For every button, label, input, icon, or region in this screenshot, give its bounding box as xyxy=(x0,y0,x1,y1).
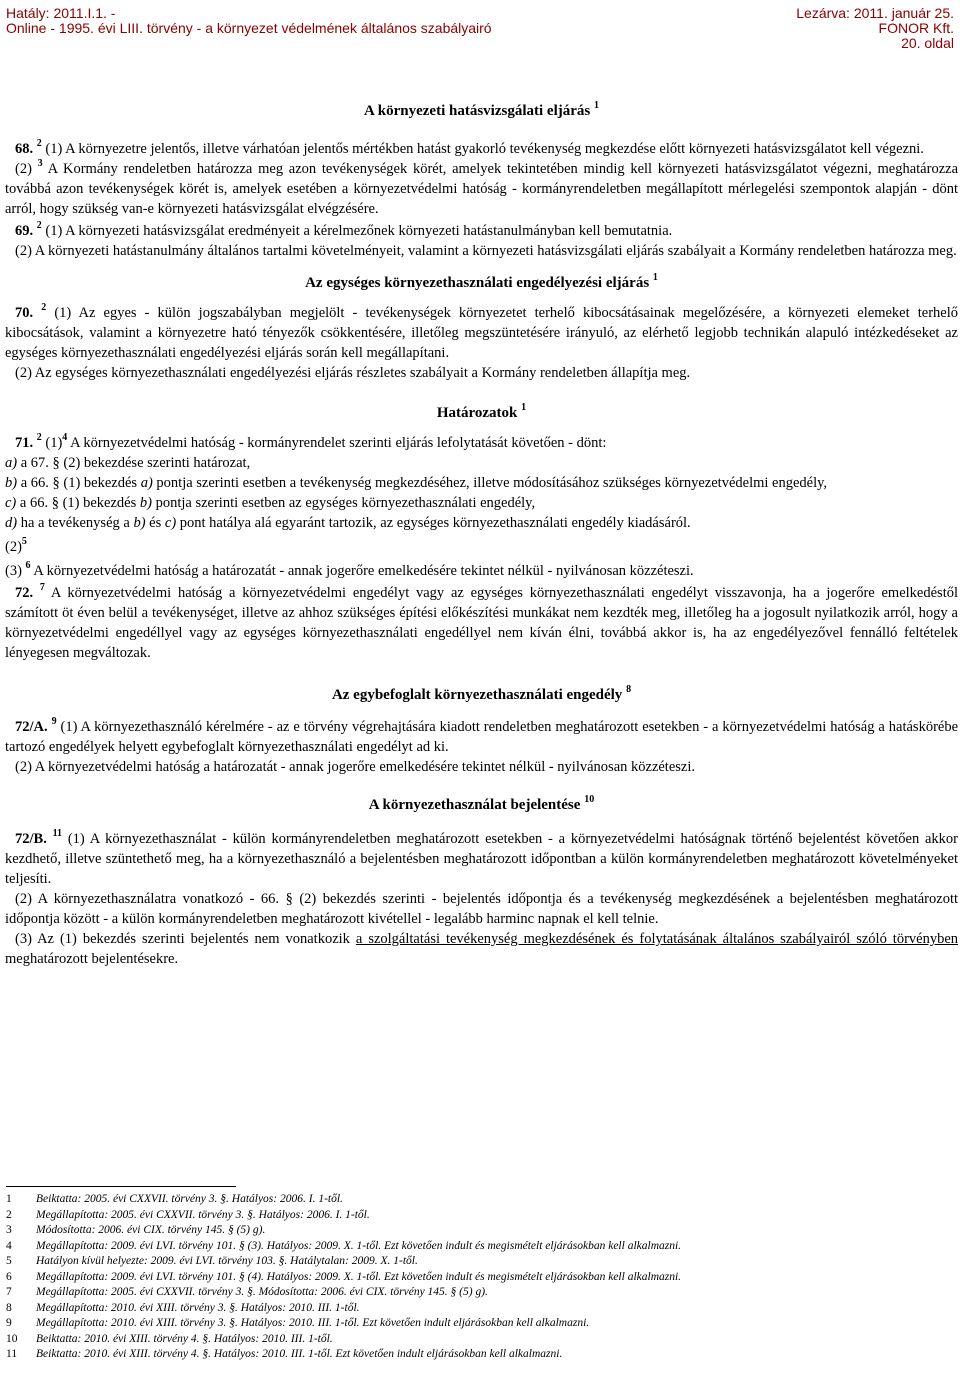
paragraph-71-3: (3) $^6$ A környezetvédelmi hatóság a határozatát - annak jogerőre emelkedésére tekintet nélkül - nyilvánosan közzéteszi. xyxy=(5,560,694,579)
footnote-item xyxy=(6,1270,956,1286)
header-validity: Hatály: 2011.I.1. - xyxy=(6,5,116,21)
footnote-text: Megállapította: 2010. évi XIII. törvény 3. §. Hatályos: 2010. III. 1-től. xyxy=(36,1301,360,1314)
footnote-item xyxy=(6,1347,956,1363)
footnote-item xyxy=(6,1254,956,1270)
footnote-number: 2 xyxy=(6,1208,12,1221)
page-header xyxy=(6,6,954,50)
footnote-ref[interactable]: 5 xyxy=(21,536,27,547)
footnote-ref[interactable]: 8 xyxy=(626,684,632,695)
footnote-ref[interactable]: 2 xyxy=(36,432,42,443)
paragraph-70: 70. $^2$ (1) Az egyes - külön jogszabályban megjelölt - tevékenységek környezetet terhelő kibocsátásainak megelőzésére, a környezeti elemeket terhelő kibocsátások, valamint a környezetre ható tényezők csökkentésére, illetőleg megszüntetésére irányuló, az elérhető legjobb technikán alapuló intézkedéseket az egységes környezethasználati engedélyezési eljárás során kell megállapítani. xyxy=(5,302,958,361)
footnote-text: Hatályon kívül helyezte: 2009. évi LVI. törvény 103. §. Hatálytalan: 2009. X. 1-től. xyxy=(36,1255,418,1267)
document-body xyxy=(5,99,958,969)
footnote-text: Módosította: 2006. évi CIX. törvény 145. § (5) g). xyxy=(36,1224,266,1236)
header-page-number: 20. oldal xyxy=(901,35,954,51)
paragraph-72b: 72/B. $^{11}$ (1) A környezethasználat - külön kormányrendeletben meghatározott esetekben - a környezetvédelmi hatóságnak történő bejelentést követően akkor kezdhető, illetve szüntethető meg, ha a környezethasználó a bejelentésben meghatározott időpontban a külön kormányrendeletben meghatározott követelményeket teljesíti. xyxy=(5,828,959,887)
paragraph-70-2: (2) Az egységes környezethasználati engedélyezési eljárás részletes szabályait a Kormány rendeletben állapítja meg. xyxy=(15,365,691,381)
header-right xyxy=(796,6,954,51)
paragraph-68: 68. $^2$ (1) A környezetre jelentős, illetve várhatóan jelentős mértékben hatást gyakorló tevékenység megkezdése előtt környezeti hatásvizsgálatot kell végezni. xyxy=(15,138,924,157)
footnote-number: 1 xyxy=(6,1193,12,1205)
header-left xyxy=(6,6,492,36)
footnote-ref[interactable]: 6 xyxy=(25,560,31,571)
header-publisher: FONOR Kft. xyxy=(878,20,954,36)
section-heading: Az egységes környezethasználati engedélyezési eljárás $^1$ xyxy=(305,272,658,291)
footnote-text: Megállapította: 2009. évi LVI. törvény 101. § (4). Hatályos: 2009. X. 1-től. Ezt követően indult és megismételt eljárásokban kell alkalmazni. xyxy=(36,1270,682,1283)
list-item-d: d) ha a tevékenység a b) és c) pont hatálya alá egyaránt tartozik, az egységes környezethasználati engedély kiadásáról. xyxy=(5,515,691,531)
footnote-number: 8 xyxy=(6,1301,12,1314)
section-heading: A környezeti hatásvizsgálati eljárás $^1$ xyxy=(364,100,599,119)
footnote-text: Beiktatta: 2010. évi XIII. törvény 4. §. Hatályos: 2010. III. 1-től. xyxy=(36,1332,333,1345)
footnote-number: 10 xyxy=(6,1332,18,1345)
footnote-number: 9 xyxy=(6,1317,12,1329)
header-closed-date: Lezárva: 2011. január 25. xyxy=(796,5,954,21)
footnote-text: Megállapította: 2009. évi LVI. törvény 101. § (3). Hatályos: 2009. X. 1-től. Ezt követően indult és megismételt eljárásokban kell alkalmazni. xyxy=(36,1239,682,1252)
paragraph-72: 72. $^7$ A környezetvédelmi hatóság a környezetvédelmi engedélyt vagy az egységes környezethasználati engedélyt visszavonja, ha a jogerőre emelkedéstől számított öt éven belül a tevékenységet, illetve az ahhoz szükséges építési előkészítési munkákat nem kezdték meg, illetőleg ha a jogosult nyilatkozik arról, hogy a környezetvédelmi engedéllyel vagy az egységes környezethasználati engedéllyel nem kíván élni, továbbá akkor is, ha az engedélyezővel fennálló feltételek lényegesen megváltozak. xyxy=(5,582,959,661)
footnote-ref[interactable]: 1 xyxy=(593,100,599,111)
footnote-text: Megállapította: 2005. évi CXXVII. törvény 3. §. Hatályos: 2006. I. 1-től. xyxy=(36,1208,370,1221)
footnote-ref[interactable]: 1 xyxy=(652,272,658,283)
paragraph-68-2: (2) $^3$ A Kormány rendeletben határozza meg azon tevékenységek körét, amelyek tekintetében mindig kell környezeti hatásvizsgálatot végezni, meghatározza továbbá azon tevékenységek körét is, amelyek esetében a környezetvédelmi hatóság - kormányrendeletben megállapított mérlegelési szempontok alapján - dönt arról, hogy szükség van-e környezeti hatásvizsgálat elvégzésére. xyxy=(5,158,959,217)
list-item-b: b) a 66. § (1) bekezdés a) pontja szerinti esetben a tevékenység megkezdéséhez, illetve módosításához szükséges környezetvédelmi engedély, xyxy=(5,475,828,491)
footnote-number: 7 xyxy=(6,1286,12,1298)
law-link[interactable]: a szolgáltatási tevékenység megkezdésének és folytatásának általános szabályairól szóló törvényben xyxy=(355,931,959,947)
footnote-item xyxy=(6,1223,956,1239)
paragraph-72a: 72/A. $^9$ (1) A környezethasználó kérelmére - az e törvény végrehajtására kiadott rendeletben meghatározott esetekben - a környezetvédelmi hatóság a hatáskörébe tartozó engedélyek helyett egybefoglalt környezethasználati engedélyt ad ki. xyxy=(5,716,959,755)
footnote-ref[interactable]: 9 xyxy=(51,716,57,727)
footnote-text: Beiktatta: 2010. évi XIII. törvény 4. §. Hatályos: 2010. III. 1-től. Ezt követően indult eljárásokban kell alkalmazni. xyxy=(36,1348,563,1360)
footnote-text: Megállapította: 2010. évi XIII. törvény 3. §. Hatályos: 2010. III. 1-től. Ezt követően indult eljárásokban kell alkalmazni. xyxy=(36,1317,590,1329)
header-law-title: Online - 1995. évi LIII. törvény - a környezet védelmének általános szabályairó xyxy=(6,20,492,36)
footnote-item xyxy=(6,1285,956,1301)
footnote-item xyxy=(6,1301,956,1317)
footnotes xyxy=(6,1192,956,1363)
paragraph-71-2: $(2)^5$ xyxy=(5,536,27,555)
footnote-item xyxy=(6,1208,956,1224)
paragraph-69: 69. $^2$ (1) A környezeti hatásvizsgálat eredményeit a kérelmezőnek környezeti hatástanulmányban kell bemutatnia. xyxy=(15,220,673,239)
footnote-text: Beiktatta: 2005. évi CXXVII. törvény 3. §. Hatályos: 2006. I. 1-től. xyxy=(36,1193,343,1205)
paragraph-71: 71. $^2$ $(1)^4$ A környezetvédelmi hatóság - kormányrendelet szerinti eljárás lefolytatását követően - dönt: xyxy=(15,432,607,451)
section-heading: Határozatok $^1$ xyxy=(436,402,527,421)
footnote-ref[interactable]: 7 xyxy=(39,582,45,593)
paragraph-72b-2: (2) A környezethasználatra vonatkozó - 66. § (2) bekezdés szerinti - bejelentés időpontja és a tevékenység megkezdésének a bejelentésben meghatározott időpontja között - a külön kormányrendeletben meghatározott kivétellel - legalább harminc napnak el kell telnie. xyxy=(5,891,958,927)
footnote-ref[interactable]: 4 xyxy=(62,432,68,443)
footnote-ref[interactable]: 2 xyxy=(36,220,42,231)
footnote-separator xyxy=(6,1186,236,1187)
footnote-number: 11 xyxy=(6,1348,18,1360)
section-heading: Az egybefoglalt környezethasználati engedély $^8$ xyxy=(331,684,632,703)
footnote-number: 3 xyxy=(6,1224,12,1236)
footnote-item xyxy=(6,1332,956,1348)
paragraph-69-2: (2) A környezeti hatástanulmány általános tartalmi követelményeit, valamint a környezeti hatásvizsgálati eljárás szabályait a Kormány rendeletben határozza meg. xyxy=(15,243,957,259)
footnote-item xyxy=(6,1192,956,1208)
footnote-number: 6 xyxy=(6,1270,12,1283)
footnote-ref[interactable]: 3 xyxy=(37,158,43,169)
footnote-text: Megállapította: 2005. évi CXXVII. törvény 3. §. Módosította: 2006. évi CIX. törvény 145. § (5) g). xyxy=(36,1286,488,1298)
list-item-a: a) a 67. § (2) bekezdése szerinti határozat, xyxy=(5,455,251,471)
paragraph-72a-2: (2) A környezetvédelmi hatóság a határozatát - annak jogerőre emelkedésére tekintet nélkül - nyilvánosan közzéteszi. xyxy=(15,759,696,775)
section-heading: A környezethasználat bejelentése $^{10}$ xyxy=(368,794,595,813)
footnote-ref[interactable]: 2 xyxy=(41,302,47,313)
footnote-number: 4 xyxy=(6,1239,12,1252)
footnote-ref[interactable]: 2 xyxy=(36,138,42,149)
footnote-ref[interactable]: 11 xyxy=(52,828,63,839)
paragraph-72b-3: (3) Az (1) bekezdés szerinti bejelentés nem vonatkozik a szolgáltatási tevékenység megkezdésének és folytatásának általános szabályairól szóló törvényben meghatározott bejelentésekre. xyxy=(5,931,959,967)
footnote-item xyxy=(6,1316,956,1332)
footnote-item xyxy=(6,1239,956,1255)
footnote-number: 5 xyxy=(6,1255,12,1267)
footnote-ref[interactable]: 1 xyxy=(521,402,527,413)
footnote-ref[interactable]: 10 xyxy=(584,794,595,805)
list-item-c: c) a 66. § (1) bekezdés b) pontja szerinti esetben az egységes környezethasználati engedély, xyxy=(5,495,536,511)
